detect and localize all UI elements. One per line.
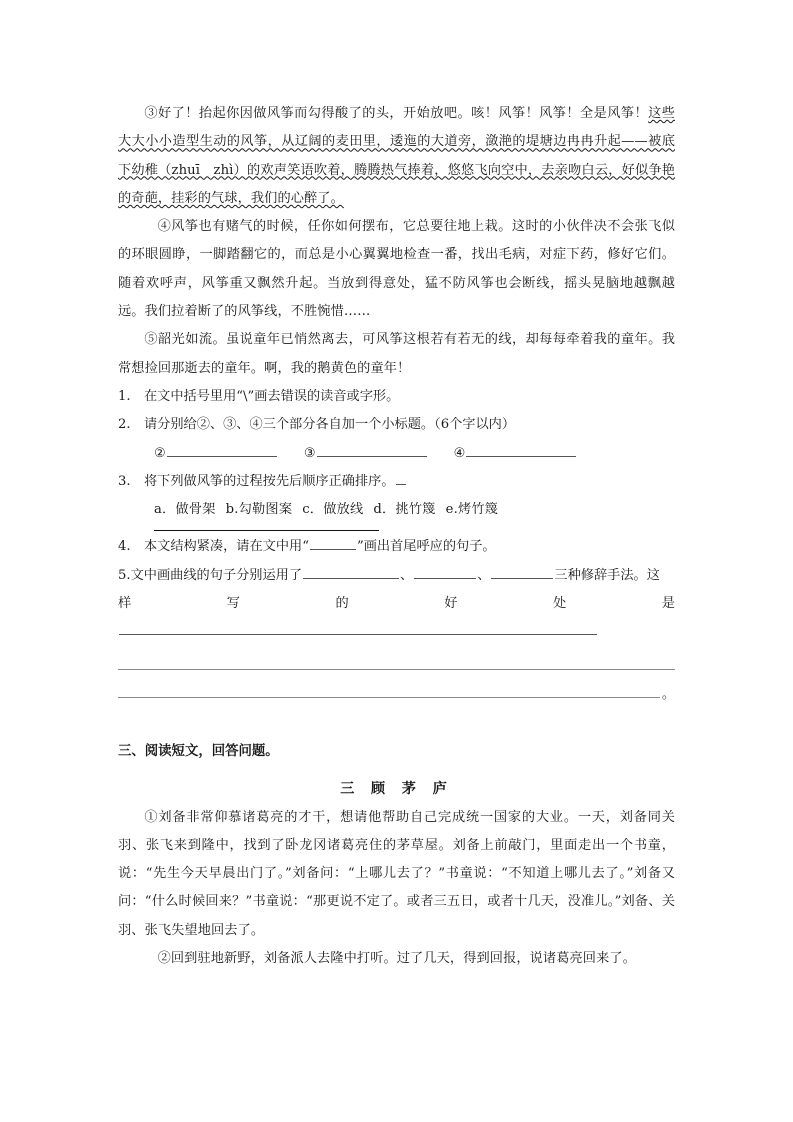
question-2-answer-blanks (118, 440, 675, 468)
question-5 (118, 562, 675, 590)
question-5-blank-2[interactable] (414, 564, 476, 579)
question-3-answer-rule[interactable] (154, 530, 379, 531)
question-5-separator-2: 、 (477, 567, 491, 583)
answer-ending-period: 。 (661, 687, 675, 703)
question-5-answer-blank-line-1[interactable] (119, 620, 597, 635)
question-2-marker-4: ④ (453, 445, 466, 461)
question-3-choices (118, 496, 675, 524)
question-2-text: 请分别给②、③、④三个部分各自加一个小标题。（6个字以内） (144, 417, 516, 433)
question-4-text-after-blank: ”画出首尾呼应的句子。 (357, 539, 496, 555)
answer-line-3 (118, 675, 675, 703)
choice-a[interactable]: a．做骨架 (154, 502, 216, 518)
question-2-marker-2: ② (154, 445, 166, 461)
question-5-continuation (118, 590, 675, 647)
passage-paragraph-4: ④风筝也有赌气的时候，任你如何摆布，它总要往地上栽。这时的小伙伴决不会张飞似的环眼圆睁，一脚踏翻它的，而总是小心翼翼地检查一番，找出毛病，对症下药，修好它们。随着欢呼声，风筝重又飘然升起。当放到得意处，猛不防风筝也会断线，摇头晃脑地越飘越远。我们拉着断了的风筝线，不胜惋惜…… (118, 219, 675, 320)
paragraph-3-wavy-underlined-text: 这些大大小小造型生动的风筝，从辽阔的麦田里，逶迤的大道旁，潋滟的堤塘边冉冉升起——被底下幼稚（zhuī zhì）的欢声笑语吹着，腾腾热气捧着，悠悠飞向空中，去亲吻白云，好似争艳的奇葩，挂彩的气球，我们的心醉了。 (118, 106, 675, 206)
question-2 (118, 411, 675, 439)
spacer (118, 703, 675, 737)
answer-rule-2[interactable] (118, 669, 675, 670)
section-three-paragraph-1: ①刘备非常仰慕诸葛亮的才干，想请他帮助自己完成统一国家的大业。一天，刘备同关羽、张飞来到隆中，找到了卧龙冈诸葛亮住的茅草屋。刘备上前敲门，里面走出一个书童，说：“先生今天早晨出门了。”刘备问：“上哪儿去了？”书童说：“不知道上哪儿去了。”刘备又问：“什么时候回来？”书童说：“那更说不定了。或者三五日，或者十几天，没准儿。”刘备、关羽、张飞失望地回去了。 (118, 809, 675, 938)
question-2-slot-4 (454, 440, 578, 468)
question-1-text: 在文中括号里用“\”画去错误的读音或字形。 (144, 388, 400, 404)
question-5-text-part-1: 文中画曲线的句子分别运用了 (130, 567, 303, 583)
answer-rule-3[interactable] (118, 697, 660, 698)
question-5-blank-1[interactable] (303, 564, 399, 579)
question-4 (118, 533, 675, 561)
article-title: 三 顾 茅 庐 (340, 780, 453, 797)
question-2-slot-3 (304, 440, 428, 468)
question-3-prompt: 将下列做风筝的过程按先后顺序正确排序。 (144, 473, 395, 489)
passage-paragraph-5: ⑤韶光如流。虽说童年已悄然离去，可风筝这根若有若无的线，却每每牵着我的童年。我常想捡回那逝去的童年。啊，我的鹅黄色的童年！ (118, 332, 675, 376)
section-three-paragraph-2: ②回到驻地新野，刘备派人去隆中打听。过了几天，得到回报，说诸葛亮回来了。 (157, 951, 636, 967)
question-2-blank-3[interactable] (317, 442, 427, 457)
question-2-marker-3: ③ (303, 445, 316, 461)
choice-d[interactable]: d．挑竹篾 (373, 502, 436, 518)
passage-paragraph-3 (118, 100, 675, 213)
choice-e[interactable]: e.烤竹篾 (445, 502, 499, 518)
question-5-text-part-2: 三种修辞手法。这 (554, 567, 660, 583)
question-3-number: 3. (118, 473, 131, 489)
question-1 (118, 383, 675, 411)
question-2-blank-2[interactable] (167, 442, 277, 457)
question-4-text-before-blank: 本文结构紧凑，请在文中用“ (144, 539, 309, 555)
question-5-number: 5. (118, 567, 131, 583)
question-4-text (144, 533, 675, 561)
question-5-separator-1: 、 (400, 567, 414, 583)
content-column (118, 100, 675, 973)
question-5-blank-3[interactable] (491, 564, 553, 579)
question-1-number: 1. (118, 388, 131, 404)
answer-line-2 (118, 647, 675, 675)
section-three-heading: 三、阅读短文，回答问题。 (118, 743, 279, 760)
question-2-blank-4[interactable] (466, 442, 576, 457)
question-3 (118, 468, 675, 496)
spacer (118, 766, 675, 774)
choice-b[interactable]: b.勾勒图案 (225, 502, 293, 518)
question-3-text (144, 468, 675, 496)
paragraph-3-plain-text: ③好了！抬起你因做风筝而勾得酸了的头，开始放吧。咳！风筝！风筝！全是风筝！ (144, 106, 649, 121)
question-3-inline-blank[interactable] (396, 470, 406, 485)
question-5-text-part-3: 样写的好处是 (118, 596, 675, 612)
question-4-number: 4. (118, 539, 131, 555)
question-2-number: 2. (118, 417, 131, 433)
choice-c[interactable]: c．做放线 (302, 502, 364, 518)
question-2-slot-2 (154, 440, 278, 468)
question-4-blank[interactable] (310, 535, 356, 550)
